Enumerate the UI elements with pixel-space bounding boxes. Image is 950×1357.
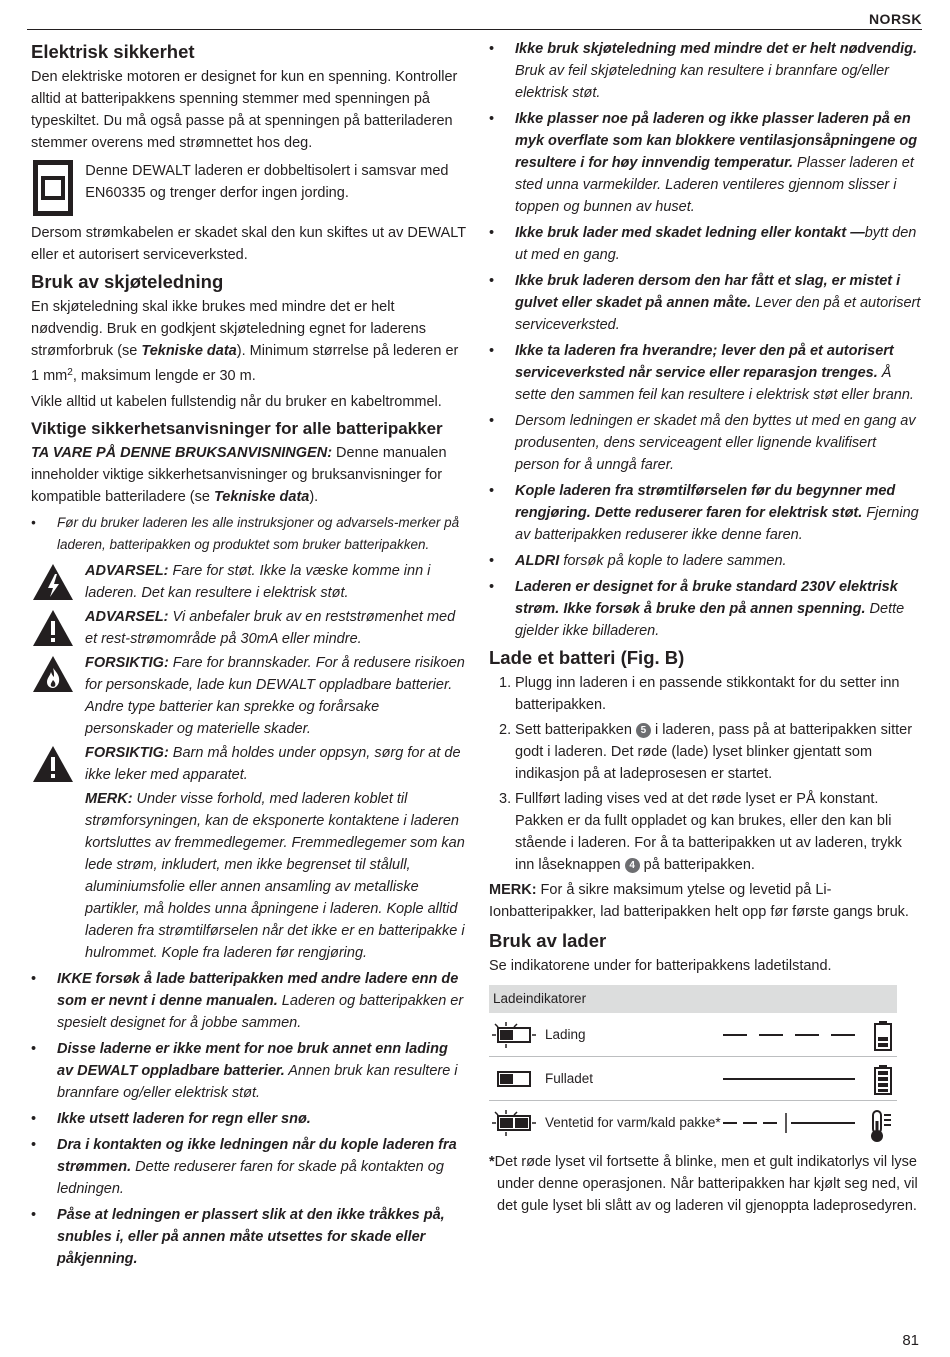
indicator-row-full — [489, 1057, 897, 1101]
footnote-hot-cold: *Det røde lyset vil fortsette å blinke, men et gult indikatorlys vil lyse under denne operasjonen. Når batteripakken har kjølt seg ned, vil det gule lyset bli slått av og laderen vil gjenoppta ladeprosedyren. — [489, 1154, 918, 1214]
bullet-cord-replace: • Dersom ledningen er skadet må den byttes ut med en gang av produsenten, dens serviceagent eller lignende kvalifisert person for å unngå farer. — [489, 410, 921, 476]
battery-charging-icon — [873, 1021, 893, 1051]
delay-pattern — [721, 1101, 861, 1145]
heading-extension: Bruk av skjøteledning — [31, 271, 224, 292]
blinking-double-led-icon — [491, 1110, 537, 1136]
bullet-dropped-charger: • Ikke bruk laderen dersom den har fått et slag, er mistet i gulvet eller skadet på annen måte. Lever den på et autorisert serviceverksted. — [489, 270, 921, 336]
callout-badge: 4 — [625, 858, 640, 873]
bullet-rain-snow: • Ikke utsett laderen for regn eller snø. — [31, 1108, 467, 1130]
double-insulation-icon — [33, 160, 73, 216]
warning-residual-current: ADVARSEL: Vi anbefaler bruk av en reststrømenhet med et rest-strømområde på 30mA eller mindre. — [31, 606, 467, 650]
blink-pattern-dashed — [721, 1013, 861, 1057]
bullet-disconnect-cleaning: • Kople laderen fra strømtilførselen før du begynner med rengjøring. Dette reduserer faren for elektrisk støt. Fjerning av batteripakken reduserer ikke denne faren. — [489, 480, 921, 546]
paragraph-save-manual: TA VARE PÅ DENNE BRUKSANVISNINGEN: Denne manualen inneholder viktige sikkerhetsanvisninger og bruksanvisninger for kompatible batteriladere (se Tekniske data). — [31, 445, 447, 505]
page-header — [27, 8, 922, 30]
exclamation-warning-icon — [31, 744, 75, 784]
heading-battery-safety: Viktige sikkerhetsanvisninger for alle batteripakker — [31, 419, 443, 438]
indicator-row-charging — [489, 1013, 897, 1057]
fire-warning-icon — [31, 654, 75, 694]
heading-charging: Lade et batteri (Fig. B) — [489, 647, 685, 668]
bullet-pull-plug: • Dra i kontakten og ikke ledningen når du kople laderen fra strømmen. Dette reduserer faren for skade på kontakten og ledningen. — [31, 1134, 467, 1200]
indicator-row-hot-cold — [489, 1101, 897, 1145]
double-insulation-block — [31, 158, 467, 216]
battery-full-icon — [873, 1065, 893, 1095]
bullet-other-chargers: • IKKE forsøk å lade batteripakken med andre ladere enn de som er nevnt i denne manualen. Laderen og batteripakken er spesielt designet for å jobbe sammen. — [31, 968, 467, 1034]
indicator-label: Lading — [545, 1026, 586, 1042]
indicator-label: Fulladet — [545, 1070, 594, 1086]
blinking-led-icon — [491, 1022, 537, 1048]
double-insulation-text: Denne DEWALT laderen er dobbeltisolert i samsvar med EN60335 og trenger derfor ingen jording. — [85, 163, 449, 201]
list-item: 2. Sett batteripakken 5 i laderen, pass på at batteripakken sitter godt i laderen. Det røde (lade) lyset blinker gjentatt som indikasjon på at ladeprosesen er startet. — [499, 722, 913, 782]
led-on-icon — [491, 1066, 537, 1092]
callout-badge: 5 — [636, 723, 651, 738]
bullet-only-dewalt: • Disse laderne er ikke ment for noe bruk annet enn lading av DEWALT oppladbare batterier. Annen bruk kan resultere i brannfare og/eller elektrisk støt. — [31, 1038, 467, 1104]
caution-children: FORSIKTIG: Barn må holdes under oppsyn, sørg for at de ikke leker med apparatet. — [31, 742, 467, 786]
note-foreign-objects: MERK: Under visse forhold, med laderen koblet til strømforsyningen, kan de eksponerte kontaktene i laderen kortsluttes av fremmedlegemer. Fremmedlegemer som kan lede strøm, inkludert, men ikke begrenset til stålull, aluminiumsfolie eller annen ansamling av metalliske partikler, må holdes unna åpningene i laderen. Kople alltid laderen fra strømtilførselen når det ikke er en batteripakke i hulrommet. Kople fra laderen før rengjøring. — [85, 791, 465, 961]
indicator-table-header: Ladeindikatorer — [489, 985, 897, 1013]
bullet-ventilation: • Ikke plasser noe på laderen og ikke plasser laderen på en myk overflate som kan blokkere ventilasjonsåpningene og resultere i for høy innvendig temperatur. Plasser laderen et sted unna varmekilder. Laderen ventileres gjennom slisser i toppen og bunnen av huset. — [489, 108, 921, 218]
paragraph-cable-replace: Dersom strømkabelen er skadet skal den kun skiftes ut av DEWALT eller et autorisert serviceverksted. — [31, 225, 466, 263]
paragraph-extension-1: En skjøteledning skal ikke brukes med mindre det er helt nødvendig. Bruk en godkjent skjøteledning egnet for laderens strømforbruk (se Tekniske data). Minimum størrelse på lederen er 1 $mm^2$, maksimum lengde er 30 m. — [31, 299, 459, 384]
language-label: NORSK — [868, 11, 922, 27]
caution-burn: FORSIKTIG: Fare for brannskader. For å redusere risikoen for personskade, lade kun DEWALT oppladbare batterier. Andre type batterier kan sprekke og forårsake personskader og materielle skader. — [31, 652, 467, 740]
left-column — [31, 38, 467, 1274]
heading-usage: Bruk av lader — [489, 930, 607, 951]
indicator-label: Ventetid for varm/kald pakke* — [545, 1115, 721, 1130]
indicator-table — [489, 985, 897, 1145]
page-number: 81 — [902, 1332, 919, 1349]
paragraph-voltage: Den elektriske motoren er designet for kun en spenning. Kontroller alltid at batteripakkens spenning stemmer med spenningen på typeskiltet. Du må også passe på at spenningen på batteriladeren stemmer overens med strømnettet hos deg. — [31, 69, 458, 151]
bullet-230v: • Laderen er designet for å bruke standard 230V elektrisk strøm. Ikke forsøk å bruke den på annen spenning. Dette gjelder ikke billaderen. — [489, 576, 921, 642]
bullet-read-instructions: • Før du bruker laderen les alle instruksjoner og advarsels-merker på laderen, batteripakken og produktet som bruker batteripakken. — [31, 512, 467, 556]
thermometer-icon — [869, 1109, 893, 1143]
bullet-extension-cord: • Ikke bruk skjøteledning med mindre det er helt nødvendig. Bruk av feil skjøteledning kan resultere i brannfare og/eller elektrisk støt. — [489, 38, 921, 104]
heading-electric-safety: Elektrisk sikkerhet — [31, 41, 195, 62]
bullet-cord-placement: • Påse at ledningen er plassert slik at den ikke tråkkes på, snubles i, eller på annen måte utsettes for skade eller påkjenning. — [31, 1204, 467, 1270]
list-item: 1. Plugg inn laderen i en passende stikkontakt for du setter inn batteripakken. — [499, 675, 900, 713]
electric-shock-warning-icon — [31, 562, 75, 602]
reference-tech-data: Tekniske data — [141, 343, 237, 359]
bullet-damaged-cord: • Ikke bruk lader med skadet ledning eller kontakt —bytt den ut med en gang. — [489, 222, 921, 266]
list-item: 3. Fullført lading vises ved at det røde lyset er PÅ konstant. Pakken er da fullt oppladet og kan brukes, eller den kan bli stående i laderen. For å ta batteripakken ut av laderen, trykk inn låseknappen 4 på batteripakken. — [499, 791, 902, 873]
paragraph-extension-2: Vikle alltid ut kabelen fullstendig når du bruker en kabeltrommel. — [31, 394, 442, 410]
bullet-disassemble: • Ikke ta laderen fra hverandre; lever den på et autorisert serviceverksted når service eller reparasjon trenges. Å sette den sammen feil kan resultere i elektrisk støt eller brann. — [489, 340, 921, 406]
note-li-ion: MERK: For å sikre maksimum ytelse og levetid på Li-Ionbatteripakker, lad batteripakken helt opp før første gangs bruk. — [489, 882, 909, 920]
right-column — [489, 38, 921, 1221]
exclamation-warning-icon — [31, 608, 75, 648]
warning-electric-shock: ADVARSEL: Fare for støt. Ikke la væske komme inn i laderen. Det kan resultere i elektrisk støt. — [31, 560, 467, 604]
solid-pattern — [721, 1057, 861, 1101]
bullet-never-connect: • ALDRI forsøk på kople to ladere sammen. — [489, 550, 921, 572]
paragraph-usage-intro: Se indikatorene under for batteripakkens ladetilstand. — [489, 958, 832, 974]
charging-steps — [489, 672, 921, 876]
